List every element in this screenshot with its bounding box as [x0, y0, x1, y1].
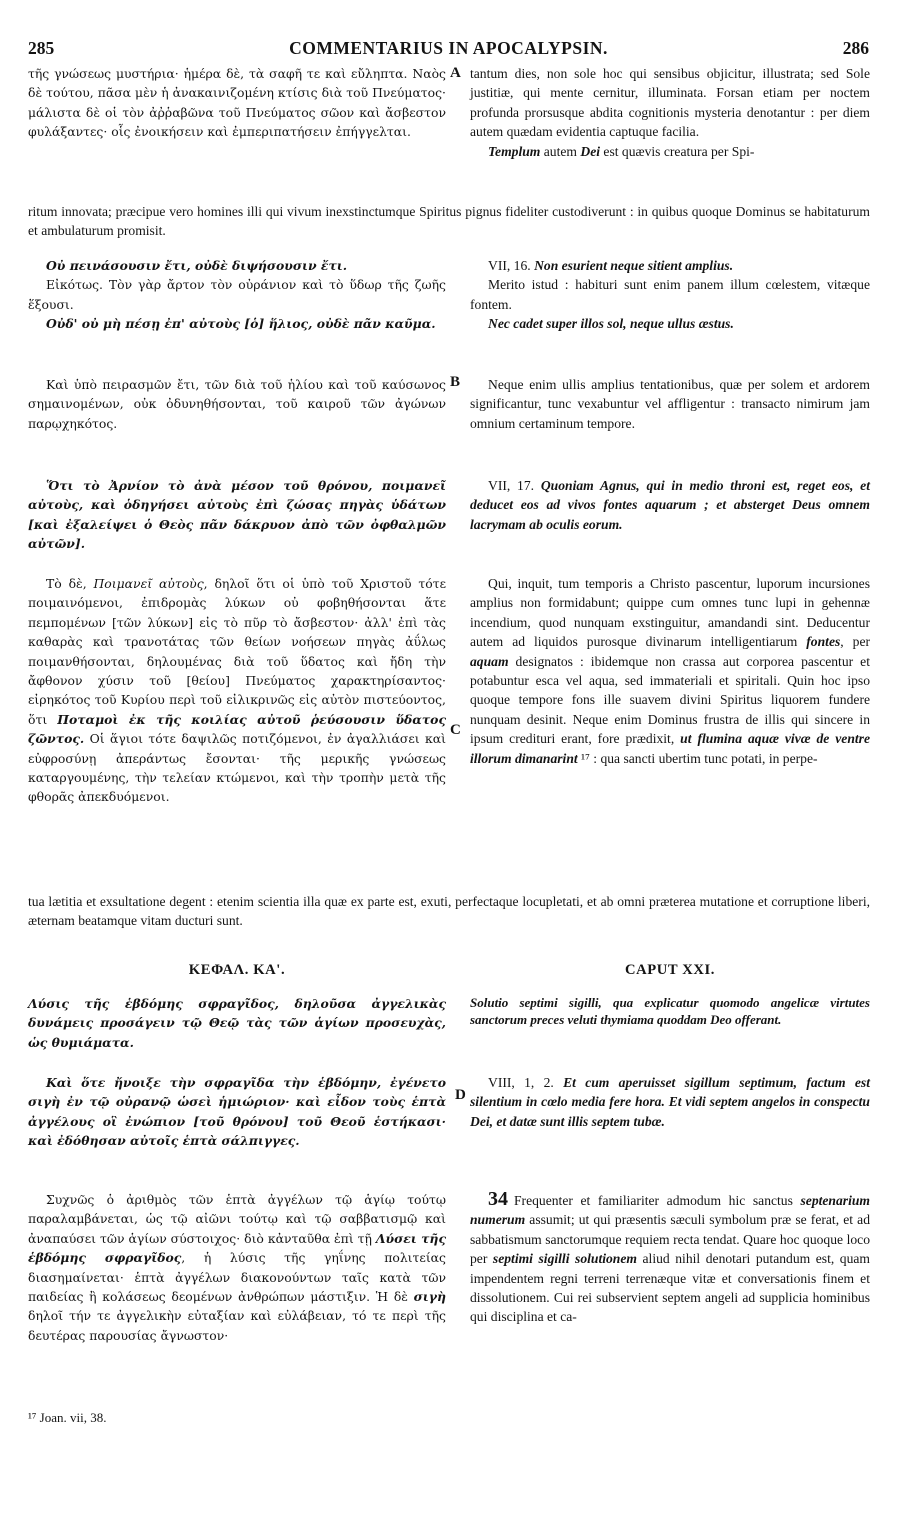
greek-paragraph-4 [28, 476, 446, 554]
latin-paragraph-4 [470, 476, 870, 534]
latin-chapter-summary [470, 994, 870, 1028]
greek-summary-text: Λύσις τῆς ἑβδόμης σφραγῖδος, δηλοῦσα ἀγγελικὰς δυνάμεις προσάγειν τῷ Θεῷ τὰς τῶν ἁγίων προσευχὰς, ὡς θυμιάματα. [28, 996, 446, 1050]
latin-verse [470, 1073, 870, 1131]
latin-text-b: , per [840, 634, 871, 650]
running-header [28, 38, 869, 60]
latin-text: Neque enim ullis amplius tentationibus, quæ per solem et ardorem significantur, tunc vexabuntur vel affligentur : transacto nimirum jam omnium certaminum tempore. [470, 377, 870, 431]
greek-text-b: , ἡ λύσις τῆς γηΐνης πολιτείας διασημαίνεται· ἑπτὰ ἀγγέλων διακονούντων ταῖς κατὰ τῶν παιδείας ἢ κολάσεως δεομένων ἀνθρώπων μάστιξιν. Ἡ δὲ [28, 1250, 446, 1305]
margin-letter-b: B [450, 374, 461, 390]
latin-text [470, 1190, 870, 1327]
latin-templum [470, 142, 870, 161]
verse-text: Et cum aperuisset sigillum septimum, factum est silentium in cœlo media fere hora. Et vidi septem angelos in conspectu Dei, et datæ sunt illis septem tubæ. [470, 1075, 870, 1129]
latin-fontes: fontes [806, 634, 841, 650]
latin-emphasis: septimi sigilli solutionem [492, 1251, 637, 1267]
greek-paragraph-5 [28, 574, 446, 807]
latin-text [470, 574, 870, 768]
greek-paragraph-1 [28, 64, 446, 142]
latin-templum-lead: Templum [488, 143, 541, 159]
latin-text-a: Frequenter et familiariter admodum hic sanctus [514, 1193, 801, 1208]
greek-chapter-summary [28, 994, 446, 1052]
latin-paragraph-3 [470, 375, 870, 433]
latin-summary-text: Solutio septimi sigilli, qua explicatur quomodo angelicæ virtutes sanctorum preces veluti thymiama quoddam Deo offerant. [470, 995, 870, 1027]
latin-text-c: designatos : ibidemque non crassa aut corporea pascentur et potabuntur esca vel aqua, sed immateriali et spiritali. Quin hoc ipso quoque tempore fons ille suavem divini Spiritus liquorem fundere nunquam desinit. Neque enim Dominus frustra de illis qui sincere in ipsum credituri erant, fore prædixit, [470, 653, 870, 747]
latin-paragraph-6 [470, 1190, 870, 1327]
greek-paragraph-3 [28, 375, 446, 433]
full-width-text-2 [28, 892, 870, 931]
latin-aquam: aquam [470, 653, 509, 669]
verse-number: VII, 16. [488, 258, 531, 273]
latin-paragraph-1 [470, 64, 870, 161]
latin-verse: Nec cadet super illos sol, neque ullus æstus. [488, 316, 734, 332]
margin-letter-a: A [450, 65, 461, 81]
verse-number: VII, 17. [488, 478, 535, 493]
latin-text: Merito istud : habituri sunt enim panem illum cœlestem, vitæque fontem. [470, 277, 870, 312]
greek-quote: Οὐ πεινάσουσιν ἔτι, οὐδὲ διψήσουσιν ἔτι. [46, 258, 348, 273]
latin-templum-mid: autem [540, 143, 581, 159]
page-number-right: 286 [842, 38, 869, 58]
latin-verse [470, 476, 870, 534]
latin-text-b: assumit; ut qui præsentis sæculi symbolum præ se ferat, et ad sabbatismum sanctorumque requiem recta tendat. Quare hoc quoque loco per [470, 1212, 870, 1267]
verse-text: Non esurient neque sitient amplius. [534, 258, 734, 273]
footnote-reference: ¹⁷ [577, 750, 590, 766]
latin-chapter-verse [470, 1073, 870, 1131]
latin-paragraph-2 [470, 256, 870, 334]
greek-quote: Λύσει τῆς ἑβδόμης σφραγῖδος [28, 1230, 446, 1266]
footnote: ¹⁷ Joan. vii, 38. [28, 1410, 107, 1425]
greek-text: Εἰκότως. Τὸν γὰρ ἄρτον τὸν οὐράνιον καὶ τὸ ὕδωρ τῆς ζωῆς ἕξουσι. [28, 277, 446, 312]
verse-text: Quoniam Agnus, qui in medio throni est, reget eos, et deducet eos ad vivos fontes aquarum ; et absterget Deus omnem lacrymam ab oculis eorum. [470, 478, 870, 532]
greek-paragraph-2 [28, 256, 446, 334]
greek-lead-quote: Ποιμανεῖ αὐτοὺς [93, 576, 204, 591]
page-title: COMMENTARIUS IN APOCALYPSIN. [289, 38, 608, 58]
verse-number: VIII, 1, 2. [488, 1075, 554, 1090]
greek-text: Καὶ ὑπὸ πειρασμῶν ἔτι, τῶν διὰ τοῦ ἡλίου καὶ τοῦ καύσωνος σημαινομένων, οὐκ ὀδυνηθήσονται, τοῦ καιροῦ τῶν ἀγώνων παρῳχηκότος. [28, 377, 446, 431]
greek-mid: , δηλοῖ ὅτι οἱ ὑπὸ τοῦ Χριστοῦ τότε ποιμαινόμενοι, ἐπιδρομὰς λύκων οὐ φοβηθήσονται ἅτε πεμπομένων [τῶν λύκων] εἰς τὸ πῦρ τὸ ἄσβεστον· ἀλλ' ἐπὶ τὰς καθαρὰς καὶ τρανοτάτας τῶν θείων νοήσεων πηγὰς ἀΰλως ποιμανθήσονται, δηλουμένας διὰ τοῦ ὕδατος καὶ ἤδη τὴν ἄφθονον χύσιν τοῦ [θείου] Πνεύματος χαρακτηρίσαντος· εἰρηκότος τοῦ Κυρίου περὶ τοῦ εἰλικρινῶς εἰς αὐτὸν πιστεύοντος, ὅτι [28, 576, 446, 727]
latin-chapter-title: CAPUT XXI. [624, 962, 716, 978]
greek-text-c: δηλοῖ τήν τε ἀγγελικὴν εὐταξίαν καὶ εὐλάβειαν, τό τε περὶ τῆς δευτέρας παρουσίας ἄγνωστον· [28, 1308, 446, 1343]
latin-text-c: aliud nihil denotari putandum est, quam impendentem regni terreni terrenæque vitæ et conversationis finem et dissolutionem. Cui rei subservient septem angeli ad supplicia hominibus qui disciplina et ca- [470, 1251, 870, 1325]
page-number-left: 285 [28, 38, 55, 58]
greek-text [28, 1190, 446, 1345]
greek-quote: Καὶ ὅτε ἤνοιξε τὴν σφραγῖδα τὴν ἑβδόμην, ἐγένετο σιγὴ ἐν τῷ οὐρανῷ ὡσεὶ ἡμιώριον· καὶ εἶδον τοὺς ἑπτὰ ἀγγέλους οἳ ἐνώπιον [τοῦ θρόνου] τοῦ Θεοῦ ἑστήκασι· καὶ ἐδόθησαν αὐτοῖς ἑπτὰ σάλπιγγες. [28, 1075, 446, 1149]
greek-text: τῆς γνώσεως μυστήρια· ἡμέρα δὲ, τὰ σαφῆ τε καὶ εὔληπτα. Ναὸς δὲ τούτου, πᾶσα μὲν ἡ ἀνακαινιζομένη κτίσις διὰ τοῦ Πνεύματος· μάλιστα δὲ οἱ τὸν ἀῤῥαβῶνα τοῦ Πνεύματος σῶον καὶ ἄσβεστον φυλάξαντες· οἷς ἐνοικήσειν καὶ ἐμπεριπατήσειν ἐπήγγελται. [28, 66, 446, 140]
greek-quote: Ὅτι τὸ Ἀρνίον τὸ ἀνὰ μέσον τοῦ θρόνου, ποιμανεῖ αὐτοὺς, καὶ ὁδηγήσει αὐτοὺς ἐπὶ ζώσας πηγὰς ὑδάτων [καὶ ἐξαλείψει ὁ Θεὸς πᾶν δάκρυον ἀπὸ τῶν ὀφθαλμῶν αὐτῶν]. [28, 478, 446, 552]
greek-quote: σιγὴ [413, 1289, 446, 1305]
greek-chapter-title: ΚΕΦΑΛ. ΚΑ'. [188, 962, 286, 978]
full-width-text-1 [28, 202, 870, 241]
greek-text [28, 574, 446, 807]
greek-rest: Οἱ ἅγιοι τότε δαψιλῶς ποτιζόμενοι, ἐν ἀγαλλιάσει καὶ εὐφροσύνῃ ἀπεράντως ἔσονται· τῆς μερικῆς γνώσεως καταργουμένης, τὴν τελείαν κτώμενοι, καὶ τὴν τροπὴν μετὰ τῆς φθορᾶς ἀπεκδυόμενοι. [28, 731, 446, 805]
greek-chapter-quote [28, 1073, 446, 1151]
margin-letter-c: C [450, 722, 461, 738]
margin-letter-d: D [455, 1087, 466, 1103]
section-number: 34 [488, 1188, 508, 1210]
full-width-sentence: ritum innovata; præcipue vero homines illi qui vivum inexstinctumque Spiritus pignus fideliter custodiverunt : in quibus quoque Dominus se habitaturum et ambulaturum promisit. [28, 204, 870, 239]
latin-quote: ut flumina aquæ vivæ de ventre illorum dimanarint [470, 731, 870, 766]
latin-text-a: Qui, inquit, tum temporis a Christo pascentur, luporum incursiones amplius non formidabunt; quippe cum omnes tunc lupi in gehennæ incendium, quod nunquam exstinguitur, amandandi sint. Deducentur autem ad liquidos purosque divinarum intelligentiarum [470, 576, 870, 650]
latin-text: tantum dies, non sole hoc qui sensibus objicitur, illustrata; sed Sole justitiæ, qui mente cernitur, illuminata. Forsan etiam per noctem profunda prorsusque abdita cognitionis mysteria denotantur : per diem autem quædam evidentia captuque facilia. [470, 66, 870, 140]
latin-templum-dei: Dei [580, 143, 601, 159]
greek-paragraph-6 [28, 1190, 446, 1345]
latin-paragraph-5 [470, 574, 870, 768]
greek-quote: Ποταμοὶ ἐκ τῆς κοιλίας αὐτοῦ ῥεύσουσιν ὕδατος ζῶντος. [28, 711, 446, 747]
latin-templum-rest: est quævis creatura per Spi- [600, 143, 755, 159]
greek-lead: Τὸ δὲ, [46, 576, 94, 591]
latin-emphasis: septenarium numerum [470, 1193, 870, 1228]
full-width-sentence: tua lætitia et exsultatione degent : etenim scientia illa quæ ex parte est, exuti, perfectaque locupletati, et ab omni præterea mutatione et corruptione liberi, æternam beatamque vitam ducturi sunt. [28, 894, 870, 929]
greek-quote: Οὐδ' οὐ μὴ πέσῃ ἐπ' αὐτοὺς [ὁ] ἥλιος, οὐδὲ πᾶν καῦμα. [46, 316, 436, 332]
greek-text-a: Συχνῶς ὁ ἀριθμὸς τῶν ἑπτὰ ἀγγέλων τῷ ἁγίῳ τούτῳ παραλαμβάνεται, ὡς τῷ αἰῶνι τούτῳ καὶ τῷ σαββατισμῷ καὶ ἀναπαύσει τῶν ἁγίων σύστοιχος· διὸ κἀνταῦθα ἐπὶ τῇ [28, 1192, 446, 1246]
latin-verse [470, 256, 870, 275]
latin-text-d: : qua sancti ubertim tunc potati, in perpe- [589, 750, 818, 766]
